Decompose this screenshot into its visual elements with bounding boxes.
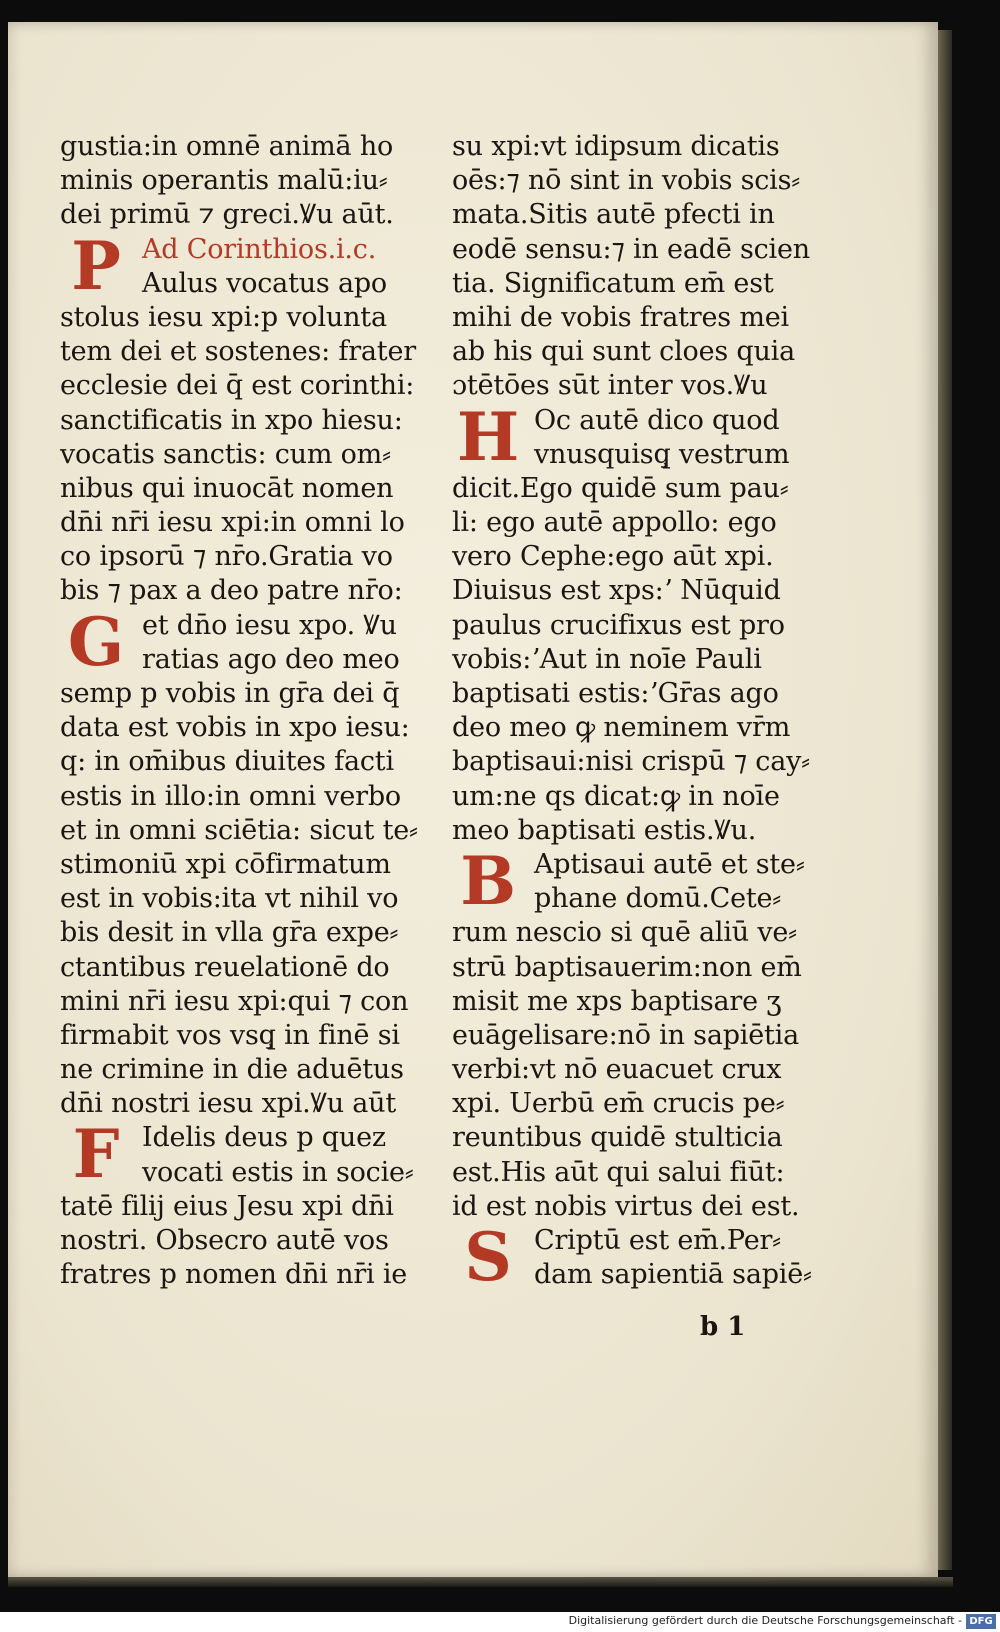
initial-p: P bbox=[71, 226, 121, 305]
text-line: Aulus vocatus apo bbox=[142, 267, 387, 299]
text-line: ratias ago deo meo bbox=[142, 643, 400, 675]
text-line: et in omni sciētia: sicut te⸗ bbox=[60, 814, 418, 846]
text-line: ab his qui sunt cloes quia bbox=[452, 336, 796, 368]
text-line: um:ne qs dicat:ꝙ in noīe bbox=[452, 780, 780, 812]
text-line: bis desit in vlla gr̄a expe⸗ bbox=[60, 917, 399, 949]
text-line: minis operantis malū:iu⸗ bbox=[60, 165, 388, 197]
text-line: strū baptisauerim:non em̄ bbox=[452, 951, 802, 983]
credit-text: Digitalisierung gefördert durch die Deutsche Forschungsgemeinschaft - bbox=[568, 1614, 962, 1627]
text-line: baptisati estis:ʼGr̄as ago bbox=[452, 678, 779, 709]
initial-s: S bbox=[464, 1218, 512, 1296]
text-line: est.His aūt qui salui fiūt: bbox=[452, 1156, 785, 1188]
credit-bar bbox=[0, 1612, 1000, 1632]
text-line: deo meo ꝙ neminem vr̄m bbox=[452, 712, 791, 744]
text-line: verbi:vt nō euacuet crux bbox=[452, 1054, 782, 1086]
text-line: mihi de vobis fratres mei bbox=[452, 301, 789, 333]
left-column bbox=[60, 130, 425, 1292]
text-line: misit me xps baptisare ʒ bbox=[452, 985, 782, 1017]
text-line: ctantibus reuelationē do bbox=[60, 951, 390, 983]
text-line: paulus crucifixus est pro bbox=[452, 609, 785, 641]
text-line: mini nr̄i iesu xpi:qui ⁊ con bbox=[60, 985, 409, 1017]
dfg-logo[interactable]: DFG bbox=[966, 1614, 996, 1629]
text-line: bis ⁊ pax a deo patre nr̄o: bbox=[60, 575, 403, 607]
text-line: Idelis deus p quez bbox=[142, 1122, 386, 1154]
text-line: vero Cephe:ego aūt xpi. bbox=[452, 541, 774, 573]
text-line: mata.Sitis autē pfecti in bbox=[452, 199, 775, 231]
text-line: baptisaui:nisi crispū ⁊ cay⸗ bbox=[452, 746, 810, 778]
text-line: dn̄i nr̄i iesu xpi:in omni lo bbox=[60, 507, 405, 539]
text-line: nostri. Obsecro autē vos bbox=[60, 1225, 389, 1256]
text-line: vnusquisq̧ vestrum bbox=[534, 438, 790, 470]
page-edge-bottom bbox=[8, 1577, 953, 1587]
text-line: firmabit vos vsq̧ in finē si bbox=[60, 1019, 400, 1051]
initial-h: H bbox=[456, 397, 520, 476]
text-line: dei primū ⁊ greci.Ꝟu aūt. bbox=[60, 199, 394, 231]
text-line: nibus qui inuocāt nomen bbox=[60, 472, 394, 504]
text-line: q: in om̄ibus diuites facti bbox=[60, 746, 394, 778]
text-line: data est vobis in xpo iesu: bbox=[60, 712, 410, 744]
initial-g: G bbox=[67, 602, 125, 681]
text-line: semp p vobis in gr̄a dei q̄ bbox=[60, 678, 400, 709]
page-edge bbox=[938, 30, 952, 1570]
text-line: eodē sensu:⁊ in eadē scien bbox=[452, 233, 810, 265]
text-line: meo baptisati estis.Ꝟu. bbox=[452, 814, 757, 846]
text-line: dicit.Ego quidē sum pau⸗ bbox=[452, 472, 789, 504]
text-line: li: ego autē appollo: ego bbox=[452, 507, 777, 539]
text-line: Aptisaui autē et ste⸗ bbox=[534, 848, 805, 880]
initial-f: F bbox=[72, 1115, 120, 1194]
text-line: ɔtētōes sūt inter vos.Ꝟu bbox=[452, 370, 768, 402]
text-line: et dn̄o iesu xpo. Ꝟu bbox=[142, 609, 397, 641]
text-line: est in vobis:ita vt nihil vo bbox=[60, 883, 399, 915]
text-line: Oc autē dico quod bbox=[534, 404, 780, 436]
text-line: stolus iesu xpi:p volunta bbox=[60, 301, 387, 333]
text-line: rum nescio si quē aliū ve⸗ bbox=[452, 917, 797, 949]
text-line: vocati estis in socie⸗ bbox=[142, 1156, 414, 1188]
signature-mark: b 1 bbox=[700, 1312, 746, 1342]
text-line: tatē filij eius Jesu xpi dn̄i bbox=[60, 1190, 394, 1222]
text-line: tia. Significatum em̄ est bbox=[452, 267, 774, 299]
text-line: Criptū est em̄.Per⸗ bbox=[534, 1225, 781, 1256]
right-column bbox=[452, 130, 817, 1296]
text-line: ne crimine in die aduētus bbox=[60, 1054, 404, 1086]
text-line: oēs:⁊ nō sint in vobis scis⸗ bbox=[452, 165, 801, 197]
text-line: stimoniū xpi cōfirmatum bbox=[60, 848, 391, 880]
text-line: co ipsorū ⁊ nr̄o.Gratia vo bbox=[60, 541, 393, 573]
text-line: dam sapientiā sapiē⸗ bbox=[534, 1259, 812, 1291]
text-line: xpi. Uerbū em̄ crucis pe⸗ bbox=[452, 1088, 785, 1120]
text-line: phane domū.Cete⸗ bbox=[534, 883, 782, 915]
text-line: Diuisus est xps:ʼ Nūquid bbox=[452, 575, 781, 607]
text-line: gustia:in omnē animā ho bbox=[60, 131, 394, 162]
text-line: euāgelisare:nō in sapiētia bbox=[452, 1019, 799, 1051]
text-line: estis in illo:in omni verbo bbox=[60, 780, 401, 812]
text-line: tem dei et sostenes: frater bbox=[60, 336, 416, 368]
text-line: ecclesie dei q̄ est corinthi: bbox=[60, 370, 415, 402]
rubric-heading: Ad Corinthios.i.c. bbox=[142, 233, 377, 265]
text-line: su xpi:vt idipsum dicatis bbox=[452, 131, 780, 162]
text-line: vocatis sanctis: cum om⸗ bbox=[60, 438, 391, 470]
text-line: sanctificatis in xpo hiesu: bbox=[60, 404, 403, 436]
text-line: id est nobis virtus dei est. bbox=[452, 1190, 800, 1222]
text-line: vobis:ʼAut in noīe Pauli bbox=[452, 643, 762, 675]
text-line: fratres p nomen dn̄i nr̄i ie bbox=[60, 1259, 408, 1291]
text-line: dn̄i nostri iesu xpi.Ꝟu aūt bbox=[60, 1088, 397, 1120]
initial-b: B bbox=[460, 841, 516, 920]
text-line: reuntibus quidē stulticia bbox=[452, 1122, 783, 1154]
